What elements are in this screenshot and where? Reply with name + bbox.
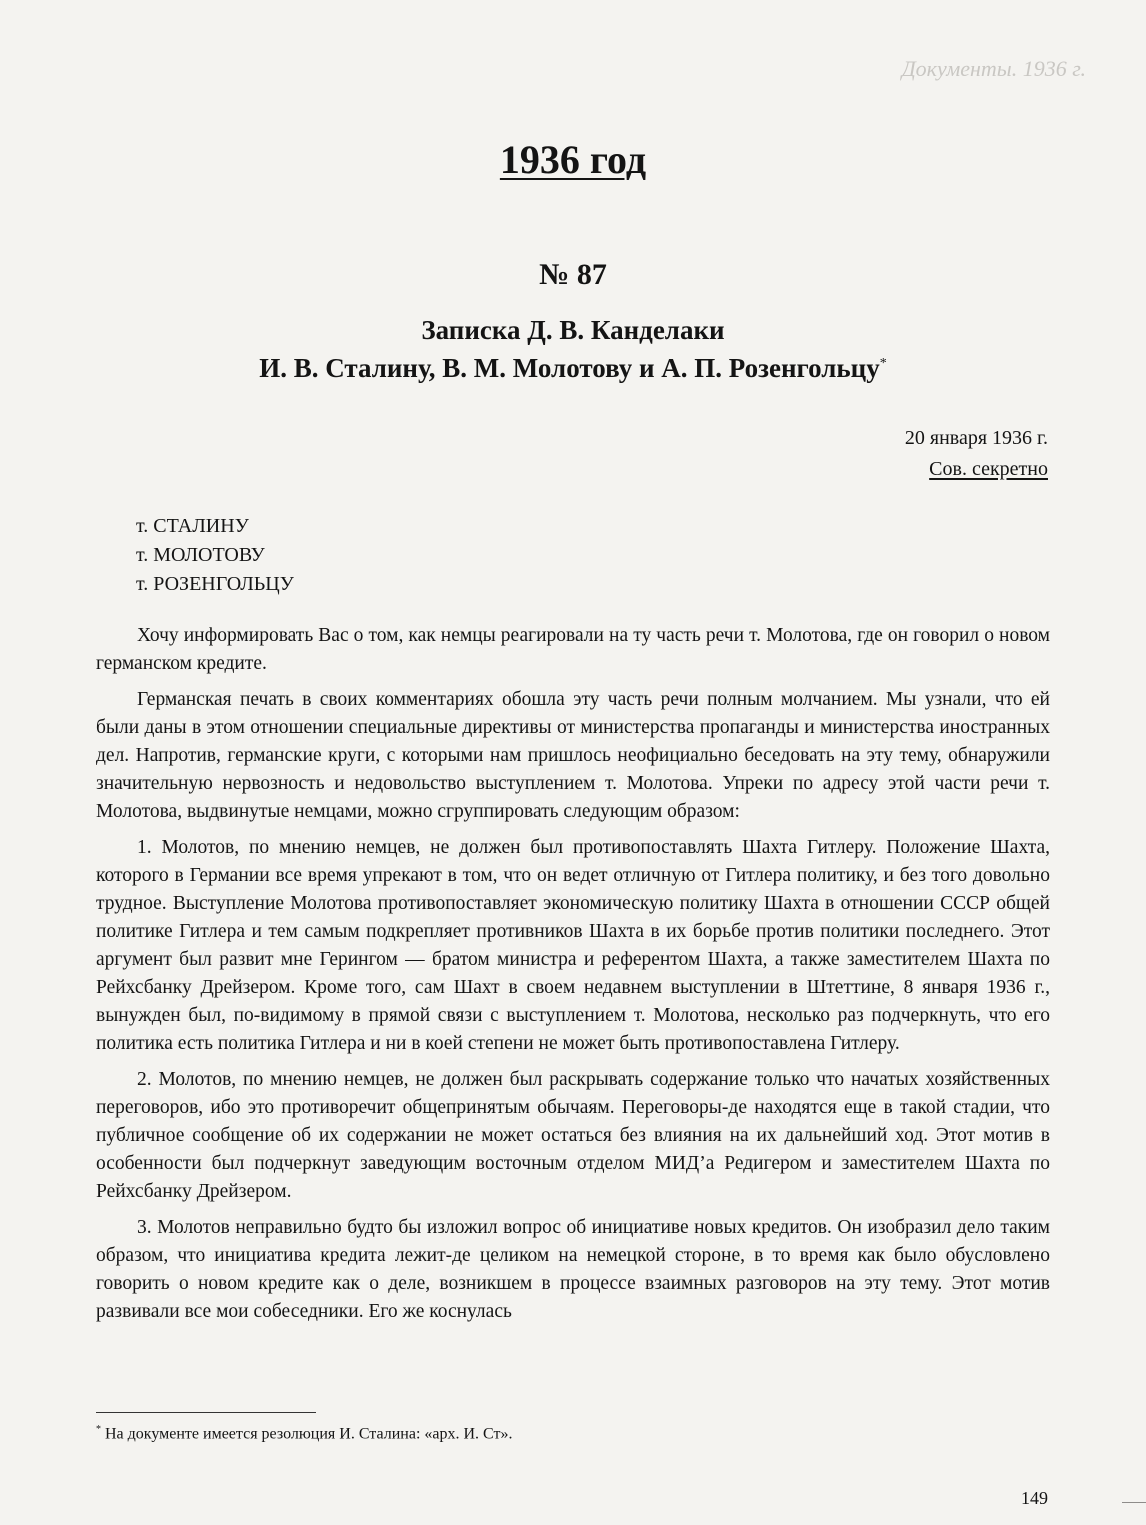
addressee: т. СТАЛИНУ <box>136 515 249 537</box>
page-edge-mark <box>1122 1502 1146 1503</box>
paragraph: 1. Молотов, по мнению немцев, не должен был противопоставлять Шахта Гитлеру. Положение Шахта, которого в Германии все время упрекают в том, что он ведет отличную от Гитлера политику, и без того довольно трудное. Выступление Молотова противопоставляет экономическую политику Шахта в отношении СССР общей политике Гитлера и тем самым подкрепляет противников Шахта в их борьбе против политики последнего. Этот аргумент был развит мне Герингом — братом министра и референтом Шахта, а также заместителем Шахта по Рейхсбанку Дрейзером. Кроме того, сам Шахт в своем недавнем выступлении в Штеттине, 8 января 1936 г., вынужден был, по-видимому в прямой связи с выступлением т. Молотова, несколько раз подчеркнуть, что его политика есть политика Гитлера и ни в коей степени не может быть противопоставлена Гитлеру. <box>96 837 1050 1054</box>
footnote <box>96 1424 513 1443</box>
addressee: т. МОЛОТОВУ <box>136 544 265 566</box>
year-heading: 1936 год <box>499 137 647 182</box>
title-line-2-text: И. В. Сталину, В. М. Молотову и А. П. Розенгольцу <box>259 353 880 383</box>
paragraph: Германская печать в своих комментариях обошла эту часть речи полным молчанием. Мы узнали, что ей были даны в этом отношении специальные директивы от министерства пропаганды и министерства иностранных дел. Напротив, германские круги, с которыми нам пришлось неофициально беседовать на эту тему, обнаружили значительную нервозность и недовольство выступлением т. Молотова. Упреки по адресу этой части речи т. Молотова, выдвинутые немцами, можно сгруппировать следующим образом: <box>96 689 1050 822</box>
paragraph: Хочу информировать Вас о том, как немцы реагировали на ту часть речи т. Молотова, где он говорил о новом германском кредите. <box>96 625 1050 674</box>
document-date: 20 января 1936 г. <box>904 427 1048 449</box>
title-line-1: Записка Д. В. Канделаки <box>421 315 725 345</box>
document-number: № 87 <box>539 258 607 291</box>
addressee: т. РОЗЕНГОЛЬЦУ <box>136 573 294 595</box>
footnote-text: На документе имеется резолюция И. Сталина: «арх. И. Ст». <box>105 1425 513 1443</box>
title-line-2 <box>100 347 1046 385</box>
title-footnote-marker: * <box>879 356 887 371</box>
footnote-marker: * <box>96 1424 101 1435</box>
page-number: 149 <box>1021 1488 1048 1508</box>
body-text <box>96 622 1050 1334</box>
running-head: Документы. 1936 г. <box>901 56 1086 81</box>
classification-stamp: Сов. секретно <box>929 458 1048 480</box>
paragraph: 3. Молотов неправильно будто бы изложил вопрос об инициативе новых кредитов. Он изобразил дело таким образом, что инициатива кредита лежит-де целиком на немецкой стороне, в то время как было обусловлено говорить о новом кредите как о деле, возникшем в процессе взаимных разговоров на эту тему. Этот мотив развивали все мои собеседники. Его же коснулась <box>96 1217 1050 1322</box>
addressee-list <box>136 512 294 599</box>
footnote-divider <box>96 1412 316 1413</box>
document-title <box>100 313 1046 385</box>
paragraph: 2. Молотов, по мнению немцев, не должен был раскрывать содержание только что начатых хозяйственных переговоров, ибо это противоречит общепринятым обычаям. Переговоры-де находятся еще в такой стадии, что публичное сообщение об их содержании не может остаться без влияния на их дальнейший ход. Этот мотив в особенности был подчеркнут заведующим восточным отделом МИД’а Редигером и заместителем Шахта по Рейхсбанку Дрейзером. <box>96 1069 1050 1202</box>
